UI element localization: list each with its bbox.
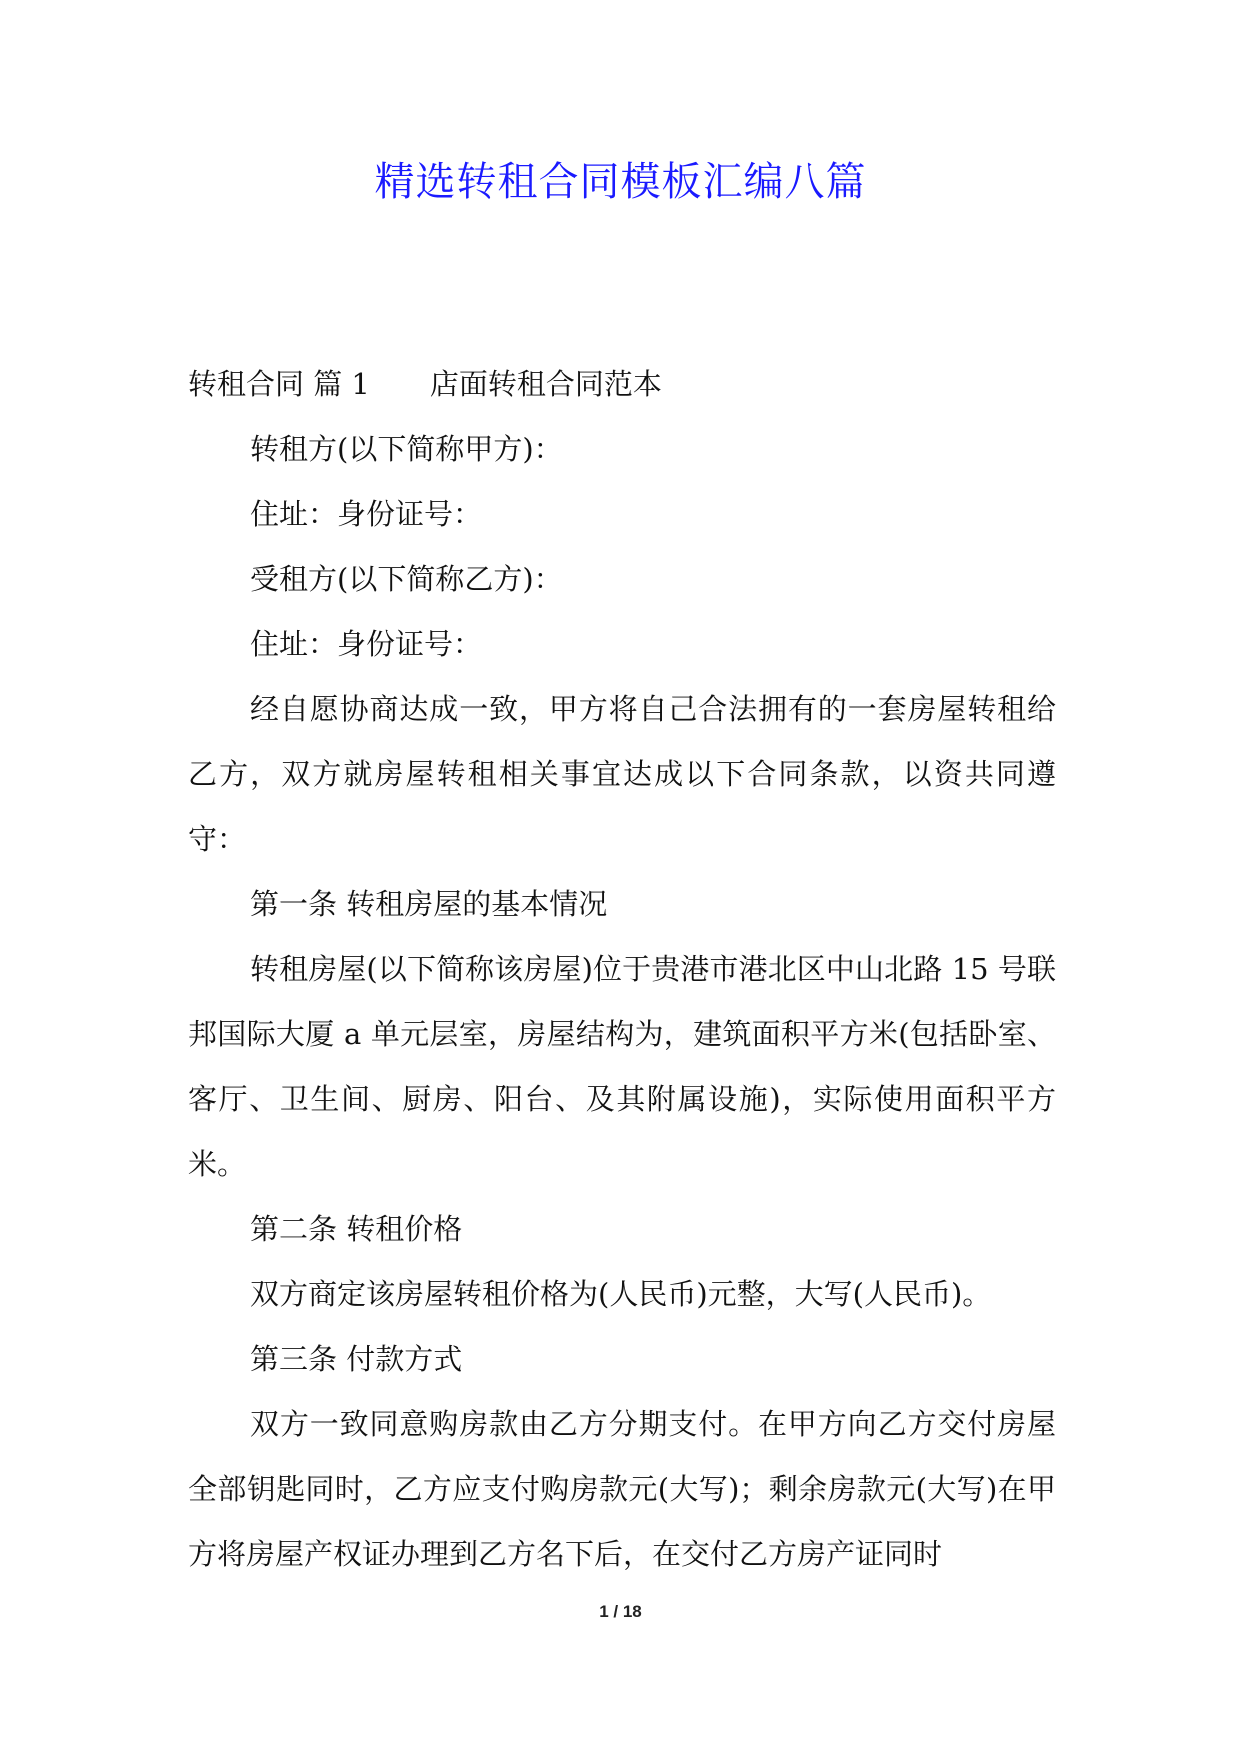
section-heading-subtitle: 店面转租合同范本 — [429, 367, 662, 401]
section-heading — [188, 352, 1056, 417]
paragraph-lessee: 受租方(以下简称乙方)： — [250, 562, 563, 596]
article-3-body: 双方一致同意购房款由乙方分期支付。在甲方向乙方交付房屋全部钥匙同时，乙方应支付购房款元(大写)；剩余房款元(大写)在甲方将房屋产权证办理到乙方名下后，在交付乙方房产证同时 — [188, 1407, 1056, 1571]
article-1-body: 转租房屋(以下简称该房屋)位于贵港市港北区中山北路 15 号联邦国际大厦 a 单元层室，房屋结构为，建筑面积平方米(包括卧室、客厅、卫生间、厨房、阳台、及其附属设施)，实际使用面积平方米。 — [188, 952, 1056, 1181]
paragraph-lessee-address: 住址：身份证号： — [250, 627, 483, 661]
paragraph-lessor-address: 住址：身份证号： — [250, 497, 483, 531]
paragraph-lessor: 转租方(以下简称甲方)： — [250, 432, 563, 466]
article-2-body: 双方商定该房屋转租价格为(人民币)元整，大写(人民币)。 — [250, 1277, 992, 1311]
document-title: 精选转租合同模板汇编八篇 — [374, 159, 867, 205]
paragraph-preamble: 经自愿协商达成一致，甲方将自己合法拥有的一套房屋转租给乙方，双方就房屋转租相关事宜达成以下合同条款，以资共同遵守： — [188, 692, 1056, 856]
page-number: 1 / 18 — [599, 1602, 642, 1621]
article-3-heading: 第三条 付款方式 — [250, 1342, 463, 1376]
document-body — [188, 352, 1056, 1587]
article-2-heading: 第二条 转租价格 — [250, 1212, 463, 1246]
article-1-heading: 第一条 转租房屋的基本情况 — [250, 887, 608, 921]
section-heading-label: 转租合同 篇 1 — [188, 367, 370, 401]
